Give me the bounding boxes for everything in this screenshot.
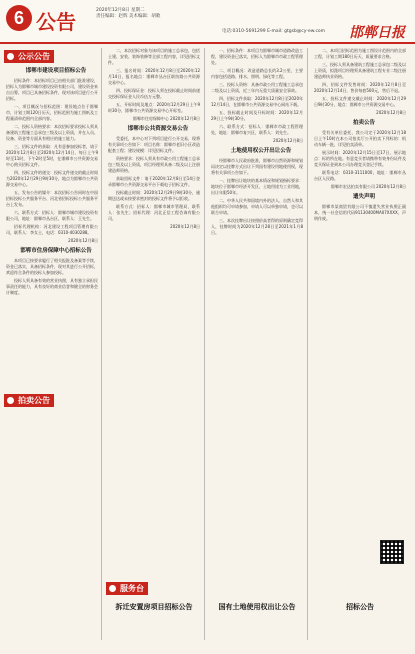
- section-title: 公告: [36, 10, 76, 34]
- notice-paragraph: 联系电话：0310-3111000，地址：邯郸市丛台区人民路。: [314, 170, 406, 181]
- column-rule: [101, 48, 102, 640]
- notice-paragraph: 二、本次招标对象为该项目的施工总承包，包括土建、安装、装饰装修等全部工程内容，详见招标文件。: [108, 48, 200, 65]
- page-header: [0, 0, 415, 44]
- tag-public-notice: 公示公告: [4, 50, 54, 63]
- notice-paragraph: 获取招标文件：请于2020年12月8日至14日登录邯郸市公共资源交易平台下载电子招标文件。: [108, 176, 200, 187]
- tag-auction: 拍卖公告: [4, 394, 54, 407]
- notice-headline: 邯郸市公共资源交易公告: [127, 126, 189, 132]
- notice-paragraph: 二、中华人民共和国境内外的法人、自然人和其他组织均可申请参加，申请人可以单独申请，也可以联合申请。: [211, 198, 303, 215]
- notice-paragraph: 招标条件：本招标项目已由相关部门批准建设，招标人为邯郸市城市建设投资有限公司，建设资金来自自筹，项目已具备招标条件，现对该项目进行公开招标。: [6, 78, 98, 101]
- notice-paragraph: 五、开标时间及地点：2020年12月29日上午9时30分，邯郸市公共资源交易中心开标室。: [108, 102, 200, 113]
- notice-paragraph: 一、招标条件：本项目为邯郸市城市道路改造工程，建设资金已落实，招标人为邯郸市市政工程管理处。: [211, 48, 303, 65]
- notice-paragraph: 经邯郸市人民政府批准，邯郸市自然资源和规划局决定以挂牌方式出让下列国有建设用地使用权，现将有关事项公告如下。: [211, 158, 303, 175]
- notice-paragraph: 本项目已按要求履行了相关报批及备案等手续，资金已落实，具备招标条件，现对其进行公开招标，欢迎符合条件的投标人参加投标。: [6, 258, 98, 275]
- masthead-logo: 邯郸日报: [349, 25, 405, 41]
- notice-paragraph: 投标截止时间：2020年12月29日9时30分，逾期送达或未按要求密封的投标文件将予以拒收。: [108, 190, 200, 201]
- contact-line: 电话:0310-5691299 E-mail: gtgsb@cy-ew.com: [222, 29, 326, 34]
- notice-headline: 遗失声明: [352, 194, 375, 200]
- editors: 责任编辑：赵辉 美术编辑：胡歌: [96, 14, 161, 19]
- notice-paragraph: 四、招标文件发售时间：2020年12月8日至2020年12月14日，售价每套500元，售后不退。: [314, 82, 406, 93]
- notice-paragraph: 三、投标人资格：具备市政公用工程施工总承包二级及以上资质，近三年内无重大质量安全事故。: [211, 82, 303, 93]
- notice-signature: 邯郸市住房保障中心 2020年12月8日: [132, 116, 200, 121]
- notice-paragraph: 一、项目概况与招标范围：建设地点位于邯郸市，计划工期120日历天，招标范围为施工图纸及工程量清单范围内全部内容。: [6, 104, 98, 121]
- notice-headline: 邯郸市建设项目招标公告: [25, 68, 87, 74]
- notice-paragraph: 三、投标人须具备建筑工程施工总承包二级及以上资质，拟派项目经理须具备建筑工程专业二级注册建造师执业资格。: [314, 62, 406, 79]
- notice-paragraph: 四、投标保证金：投标人须在投标截止时间前递交投标保证金人民币伍万元整。: [108, 88, 200, 99]
- notice-headline: 拍卖公告: [352, 120, 375, 126]
- issue-date: 2020年12月8日 星期二: [96, 8, 145, 13]
- notice-paragraph: 三、本次挂牌出让按照价高者得的原则确定竞得人，挂牌时间为2020年12月28日至2021年1月8日。: [211, 218, 303, 235]
- notice-paragraph: 五、投标文件递交截止时间：2020年12月29日9时30分，地点：邯郸市公共资源交易中心。: [314, 96, 406, 107]
- notice-paragraph: 五、投标截止时间及开标时间：2020年12月29日上午9时30分。: [211, 110, 303, 121]
- notice-paragraph: 六、联系方式：招标人：邯郸市城市建设投资有限公司，地址：邯郸市丛台区，联系人：王先生。: [6, 210, 98, 221]
- notice-paragraph: 资格要求：投标人须具有市政公用工程施工总承包三级及以上资质，项目经理须具备二级及以上注册建造师资格。: [108, 156, 200, 173]
- notice-signature: 2020年12月8日: [376, 110, 406, 115]
- notice-paragraph: 四、招标文件获取：2020年12月8日至2020年12月14日，在邯郸市公共资源交易中心网站下载。: [211, 96, 303, 107]
- notice-title: 国有土地使用权出让公告: [218, 602, 296, 611]
- column-rule: [204, 48, 205, 640]
- notice-title: 拆迁安置房项目招标公告: [115, 602, 193, 611]
- notice-title: 招标公告: [346, 602, 374, 611]
- tag-service: 服务台: [106, 582, 148, 595]
- notice-paragraph: 六、联系方式：招标人：邯郸市市政工程管理处，地址：邯郸市复兴区，联系人：刘先生。: [211, 124, 303, 135]
- notice-headline: 邯郸市住房保障中心招标公告: [20, 248, 92, 254]
- notice-signature: 2020年12月8日: [68, 238, 98, 243]
- column-2: [108, 48, 200, 638]
- column-rule: [307, 48, 308, 640]
- page-number: 6: [6, 5, 32, 31]
- notice-paragraph: 投标人须具备有效的营业执照，具有独立承担民事责任的能力，具有良好的商业信誉和健全的财务会计制度。: [6, 278, 98, 295]
- column-3: [211, 48, 303, 638]
- notice-paragraph: 二、投标人资格要求：本次招标要求投标人须具备建筑工程施工总承包三级及以上资质，并在人员、设备、资金等方面具有相应的施工能力。: [6, 124, 98, 141]
- notice-paragraph: 受委托，本中心对下列项目进行公开交易，现将有关事项公告如下：项目名称：邯郸市老旧小区改造配套工程；建设规模：详见招标文件。: [108, 136, 200, 153]
- notice-paragraph: 五、发布公告的媒介：本次招标公告同时在中国招标投标公共服务平台、河北省招标投标公共服务平台上发布。: [6, 190, 98, 207]
- notice-paragraph: 三、报名时间：2020年12月8日至2020年12月14日，报名地点：邯郸市丛台区联纺路公共资源交易中心。: [108, 68, 200, 85]
- issue-meta: [96, 8, 160, 20]
- notice-paragraph: 二、项目概况：改造道路总长约3.2公里，主要内容包括道路、排水、照明、绿化等工程。: [211, 68, 303, 79]
- notice-paragraph: 三、招标文件的获取：凡有意参加投标者，请于2020年12月8日至2020年12月14日，每日上午9时至11时，下午2时至5时，在邯郸市公共资源交易中心购买招标文件。: [6, 144, 98, 167]
- column-1: [6, 64, 98, 654]
- notice-paragraph: 四、投标文件的递交：投标文件递交的截止时间为2020年12月29日9时30分，地点为邯郸市公共资源交易中心。: [6, 170, 98, 187]
- notice-paragraph: 邯郸市某商贸有限公司不慎遗失营业执照正副本，统一社会信用代码91130400MA07XXXX，声明作废。: [314, 204, 406, 221]
- notice-paragraph: 展示时间：2020年12月15日至17日，展示地点：标的所在地。有意竞买者请携带有效身份证件及竞买保证金到本公司办理竞买登记手续。: [314, 150, 406, 167]
- notice-signature: 2020年12月8日: [170, 224, 200, 229]
- notice-paragraph: 招标代理机构：河北建设工程项目管理有限公司，联系人：李女士，电话：0310-4030288。: [6, 224, 98, 235]
- qr-code-icon: [380, 540, 404, 564]
- notice-paragraph: 受有关单位委托，我公司定于2020年12月18日上午10时在本公司拍卖厅公开拍卖下列标的：机动车辆一批，详见拍卖清单。: [314, 130, 406, 147]
- notice-paragraph: 联系方式：招标人：邯郸市城市管理局，联系人：张先生；招标代理：河北正信工程咨询有限公司。: [108, 204, 200, 221]
- notice-signature: 2020年12月8日: [273, 138, 303, 143]
- notice-signature: 邯郸市宏达拍卖有限公司 2020年12月8日: [330, 184, 406, 189]
- notice-paragraph: 二、本项目招标范围为施工图设计范围内的全部工程，计划工期180日历天，质量要求合格。: [314, 48, 406, 59]
- notice-headline: 土地使用权公开出让公告: [230, 148, 292, 154]
- notice-paragraph: 一、挂牌出让地块的基本情况和规划指标要求：地块位于邯郸市经济开发区，土地用途为工业用地，出让年限50年。: [211, 178, 303, 195]
